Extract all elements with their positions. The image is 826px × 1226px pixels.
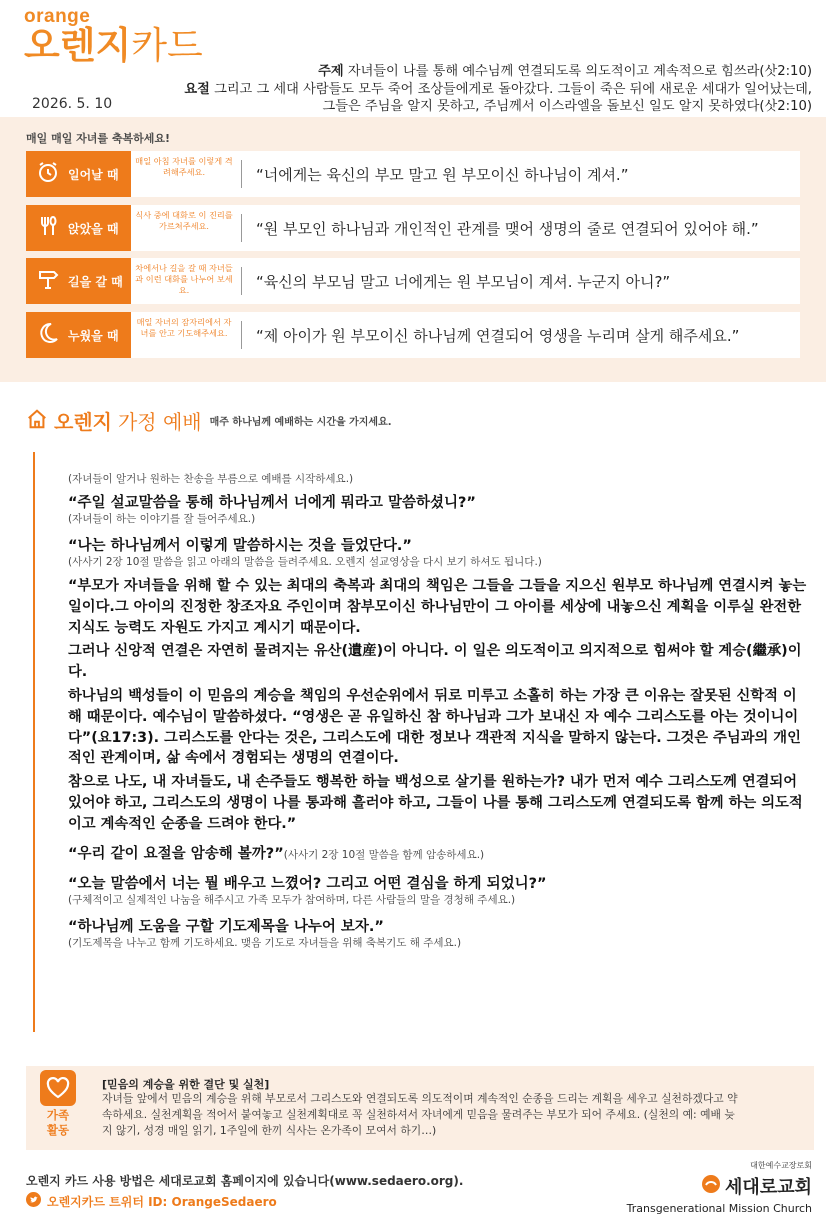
verse-line [182,81,812,116]
blessing-quote: “제 아이가 원 부모이신 하나님께 연결되어 영생을 누리며 살게 해주세요.” [256,327,740,345]
twitter-info [26,1192,277,1210]
logo-kr-main: 오렌지 [24,24,132,67]
twitter-icon [26,1192,41,1210]
worship-title-light: 가정 예배 [117,410,202,434]
worship-heading [26,406,392,435]
family-text: 자녀들 앞에서 믿음의 계승을 위해 부모로서 그리스도와 연결되도록 의도적이며 계속적인 순종을 드리는 계획을 세우고 실천하겠다고 약속하세요. 실천계획을 적어서 붙여놓고 실천계획대로 꼭 실천하셔서 자녀에게 믿음을 물려주는 부모가 되어 주세요. (실천의 예: 예배 늦지 않기, 성경 매일 읽기, 1주일에 한끼 식사는 온가족이 모여서 하기…) [102,1092,738,1137]
logo [24,6,203,66]
question-3-note: (사사기 2장 10절 말씀을 함께 암송하세요.) [283,848,485,861]
church-name-text: 세대로교회 [725,1177,812,1198]
blessing-label: 일어날 때 [68,167,119,182]
question-4-note: (구체적이고 실제적인 나눔을 해주시고 가족 모두가 참여하며, 다른 사람들의 말을 경청해 주세요.) [68,893,516,906]
blessing-desc: 차에서나 길을 갈 때 자녀들과 이런 대화를 나누어 보세요. [135,263,233,295]
divider [241,267,242,295]
question-5: “하나님께 도움을 구할 기도제목을 나누어 보자.” [68,918,384,935]
blessing-label: 누웠을 때 [68,328,119,343]
question-5-note: (기도제목을 나누고 함께 기도하세요. 맺음 기도로 자녀들을 위해 축복기도 해 주세요.) [68,936,462,949]
question-1-note: (자녀들이 하는 이야기를 잘 들어주세요.) [68,513,256,525]
question-1: “주일 설교말씀을 통해 하나님께서 너에게 뭐라고 말씀하셨니?” [68,495,476,511]
blessing-desc: 식사 중에 대화로 이 진리를 가르쳐주세요. [135,210,233,231]
blessing-tag [26,151,131,197]
church-emblem-icon [701,1174,725,1199]
church-name-en: Transgenerational Mission Church [626,1202,812,1215]
family-activity [26,1066,814,1150]
house-icon [26,408,48,434]
worship-body [68,472,808,950]
question-2-note: (사사기 2장 10절 말씀을 읽고 아래의 말씀을 들려주세요. 오렌지 설교영상을 다시 보기 하셔도 됩니다.) [68,556,542,568]
sermon-paragraph-4: 참으로 나도, 내 자녀들도, 내 손주들도 행복한 하늘 백성으로 살기를 원하는가? 내가 먼저 예수 그리스도께 연결되어 있어야 하고, 그리스도의 생명이 나를 통과해 흘러야 하고, 그들이 나를 통해 그리스도께 연결되도록 함께 하는 의도적이고 계속적인 순종을 드려야 한다.” [68,774,803,832]
blessing-quote: “원 부모인 하나님과 개인적인 관계를 맺어 생명의 줄로 연결되어 있어야 해.” [256,220,759,238]
question-4: “오늘 말씀에서 너는 뭘 배우고 느꼈어? 그리고 어떤 결심을 하게 되었니?” [68,875,547,892]
blessing-label: 길을 갈 때 [68,274,123,289]
worship-side-line [33,452,35,1032]
moon-icon [36,321,60,349]
blessing-desc: 매일 자녀의 잠자리에서 자녀를 안고 기도해주세요. [136,317,232,338]
logo-kr [24,26,203,66]
heart-icon [40,1070,76,1106]
question-3-text: “우리 같이 요절을 암송해 볼까?” [68,845,284,862]
verse-label: 요절 [184,81,210,97]
blessing-tag [26,258,131,304]
theme-verse [182,63,812,116]
theme-text: 자녀들이 나를 통해 예수님께 연결되도록 의도적이고 계속적으로 힘쓰라(삿2:10) [347,64,812,79]
intro-note: (자녀들이 알거나 원하는 찬송을 부름으로 예배를 시작하세요.) [68,473,354,485]
logo-en: orange [24,6,91,27]
theme-label: 주제 [318,64,344,79]
sermon-paragraph-3: 하나님의 백성들이 이 믿음의 계승을 책임의 우선순위에서 뒤로 미루고 소홀히 하는 가장 큰 이유는 잘못된 신학적 이해 때문이다. 예수님이 말씀하셨다. “영생은 곧 유일하신 참 하나님과 그가 보내신 자 예수 그리스도를 아는 것이니이다”(요17:3). 그리스도를 안다는 것은, 그리스도에 대한 정보나 객관적 지식을 말하지 않는다. 그것은 주님과의 개인적인 관계이며, 삶 속에서 경험되는 생명의 연결이다. [68,687,801,767]
verse-text: 그리고 그 세대 사람들도 모두 죽어 조상들에게로 돌아갔다. 그들이 죽은 뒤에 새로운 세대가 일어났는데, 그들은 주님을 알지 못하고, 주님께서 이스라엘을 돌보신 일도 알지 못하였다(삿2:10) [214,81,812,114]
blessing-row-sit [26,205,800,251]
blessing-row-walk [26,258,800,304]
divider [241,160,242,188]
alarm-clock-icon [36,160,60,188]
question-3 [68,845,808,864]
fork-spoon-icon [36,214,60,242]
logo-kr-sub: 카드 [131,24,203,67]
church-name [627,1173,812,1199]
worship-subtitle: 매주 하나님께 예배하는 시간을 가지세요. [209,417,392,428]
church-logo [627,1160,812,1215]
blessing-desc: 매일 아침 자녀를 이렇게 격려해주세요. [135,156,233,177]
blessing-quote: “너에게는 육신의 부모 말고 원 부모이신 하나님이 계셔.” [256,166,629,184]
worship-title-bold: 오렌지 [54,410,112,434]
usage-info: 오렌지 카드 사용 방법은 세대로교회 홈페이지에 있습니다(www.sedaero.org). [26,1174,464,1188]
blessing-quote: “육신의 부모님 말고 너에게는 원 부모님이 계셔. 누군지 아니?” [256,273,671,291]
blessing-tag [26,312,131,358]
question-2: “나는 하나님께서 이렇게 말씀하시는 것을 들었단다.” [68,538,412,554]
blessing-panel [0,117,826,382]
theme-line [182,63,812,81]
date: 2026. 5. 10 [32,96,113,112]
blessing-title: 매일 매일 자녀를 축복하세요! [26,132,171,145]
blessing-row-lie [26,312,800,358]
family-title: [믿음의 계승을 위한 결단 및 실천] [102,1078,270,1091]
twitter-text: 오렌지카드 트위터 ID: OrangeSedaero [47,1194,277,1209]
signpost-icon [36,267,60,295]
denomination: 대한예수교장로회 [750,1161,812,1170]
sermon-paragraph-2: 그러나 신앙적 연결은 자연히 물려지는 유산(遺産)이 아니다. 이 일은 의도적이고 의지적으로 힘써야 할 계승(繼承)이다. [68,643,802,681]
blessing-row-wake [26,151,800,197]
blessing-label: 앉았을 때 [68,221,119,236]
family-label: 가족 활동 [46,1108,70,1137]
sermon-paragraph-1: “부모가 자녀들을 위해 할 수 있는 최대의 축복과 최대의 책임은 그들을 그들을 지으신 원부모 하나님께 연결시켜 놓는 일이다.그 아이의 진정한 창조자요 주인이며 참부모이신 하나님만이 그 아이를 세상에 내놓으신 계획을 이루실 완전한 지식도 능력도 자원도 가지고 계시기 때문이다. [68,578,807,636]
divider [241,214,242,242]
blessing-tag [26,205,131,251]
divider [241,321,242,349]
